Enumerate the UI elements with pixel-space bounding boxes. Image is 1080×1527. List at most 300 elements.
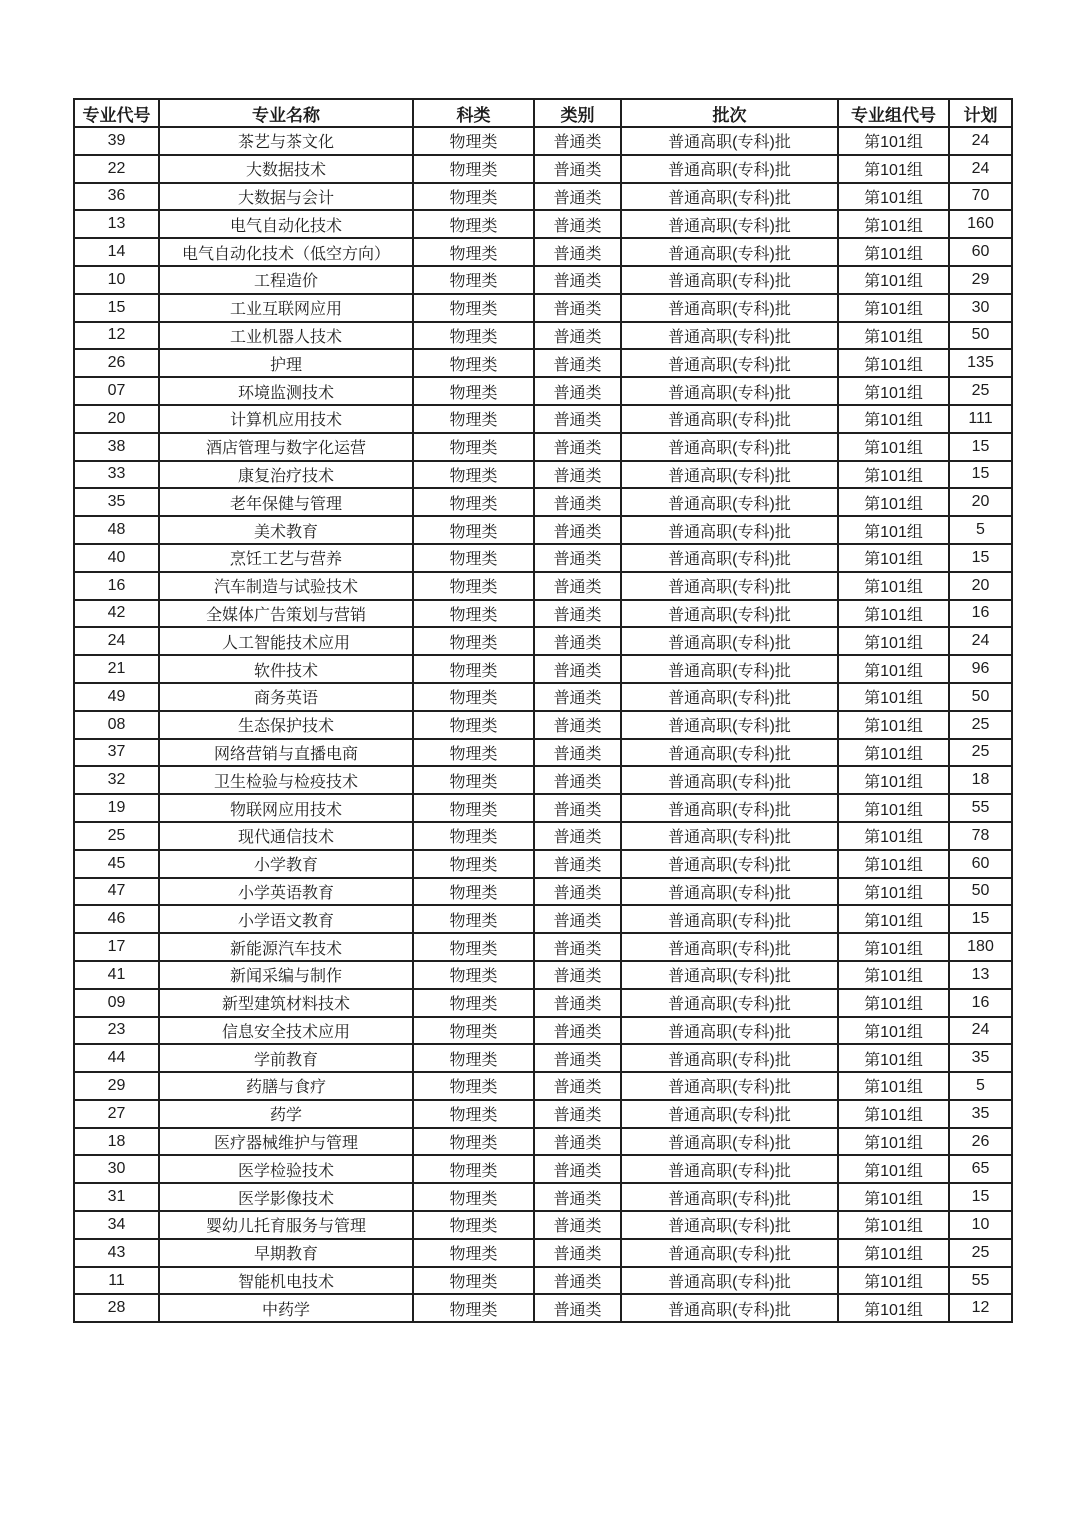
major-code-cell: 42 xyxy=(74,600,159,628)
subject-cell: 物理类 xyxy=(413,377,534,405)
group-code-cell: 第101组 xyxy=(838,322,949,350)
category-cell: 普通类 xyxy=(534,961,621,989)
batch-cell: 普通高职(专科)批 xyxy=(621,1100,838,1128)
batch-cell: 普通高职(专科)批 xyxy=(621,878,838,906)
subject-cell: 物理类 xyxy=(413,1211,534,1239)
major-code-cell: 12 xyxy=(74,322,159,350)
category-cell: 普通类 xyxy=(534,377,621,405)
table-row xyxy=(74,405,1012,433)
major-code-cell: 27 xyxy=(74,1100,159,1128)
major-name-cell: 新型建筑材料技术 xyxy=(159,989,413,1017)
batch-cell: 普通高职(专科)批 xyxy=(621,961,838,989)
column-header-plan: 计划 xyxy=(949,99,1012,127)
subject-cell: 物理类 xyxy=(413,711,534,739)
category-cell: 普通类 xyxy=(534,572,621,600)
major-code-cell: 41 xyxy=(74,961,159,989)
batch-cell: 普通高职(专科)批 xyxy=(621,127,838,155)
plan-cell: 135 xyxy=(949,349,1012,377)
category-cell: 普通类 xyxy=(534,1211,621,1239)
major-code-cell: 18 xyxy=(74,1128,159,1156)
subject-cell: 物理类 xyxy=(413,183,534,211)
major-code-cell: 07 xyxy=(74,377,159,405)
major-code-cell: 31 xyxy=(74,1183,159,1211)
major-name-cell: 汽车制造与试验技术 xyxy=(159,572,413,600)
plan-cell: 35 xyxy=(949,1100,1012,1128)
batch-cell: 普通高职(专科)批 xyxy=(621,711,838,739)
table-row xyxy=(74,1267,1012,1295)
subject-cell: 物理类 xyxy=(413,127,534,155)
major-code-cell: 38 xyxy=(74,433,159,461)
plan-cell: 50 xyxy=(949,878,1012,906)
table-row xyxy=(74,349,1012,377)
batch-cell: 普通高职(专科)批 xyxy=(621,155,838,183)
plan-cell: 180 xyxy=(949,933,1012,961)
table-row xyxy=(74,1183,1012,1211)
major-name-cell: 全媒体广告策划与营销 xyxy=(159,600,413,628)
plan-cell: 24 xyxy=(949,127,1012,155)
major-code-cell: 49 xyxy=(74,683,159,711)
major-code-cell: 47 xyxy=(74,878,159,906)
category-cell: 普通类 xyxy=(534,210,621,238)
major-name-cell: 小学英语教育 xyxy=(159,878,413,906)
plan-cell: 111 xyxy=(949,405,1012,433)
group-code-cell: 第101组 xyxy=(838,1239,949,1267)
column-header-major-name: 专业名称 xyxy=(159,99,413,127)
major-name-cell: 商务英语 xyxy=(159,683,413,711)
plan-cell: 60 xyxy=(949,238,1012,266)
major-name-cell: 软件技术 xyxy=(159,655,413,683)
category-cell: 普通类 xyxy=(534,655,621,683)
major-code-cell: 22 xyxy=(74,155,159,183)
table-row xyxy=(74,1239,1012,1267)
group-code-cell: 第101组 xyxy=(838,1072,949,1100)
plan-cell: 35 xyxy=(949,1044,1012,1072)
major-name-cell: 医学影像技术 xyxy=(159,1183,413,1211)
major-code-cell: 09 xyxy=(74,989,159,1017)
plan-cell: 15 xyxy=(949,433,1012,461)
batch-cell: 普通高职(专科)批 xyxy=(621,1294,838,1322)
group-code-cell: 第101组 xyxy=(838,1183,949,1211)
table-row xyxy=(74,433,1012,461)
table-row xyxy=(74,238,1012,266)
major-name-cell: 工业机器人技术 xyxy=(159,322,413,350)
major-code-cell: 45 xyxy=(74,850,159,878)
table-row xyxy=(74,711,1012,739)
subject-cell: 物理类 xyxy=(413,1183,534,1211)
batch-cell: 普通高职(专科)批 xyxy=(621,1239,838,1267)
category-cell: 普通类 xyxy=(534,238,621,266)
group-code-cell: 第101组 xyxy=(838,461,949,489)
category-cell: 普通类 xyxy=(534,905,621,933)
major-code-cell: 13 xyxy=(74,210,159,238)
table-row xyxy=(74,516,1012,544)
batch-cell: 普通高职(专科)批 xyxy=(621,905,838,933)
major-name-cell: 婴幼儿托育服务与管理 xyxy=(159,1211,413,1239)
category-cell: 普通类 xyxy=(534,850,621,878)
table-row xyxy=(74,488,1012,516)
group-code-cell: 第101组 xyxy=(838,405,949,433)
category-cell: 普通类 xyxy=(534,683,621,711)
plan-cell: 5 xyxy=(949,1072,1012,1100)
subject-cell: 物理类 xyxy=(413,488,534,516)
group-code-cell: 第101组 xyxy=(838,1044,949,1072)
plan-cell: 30 xyxy=(949,294,1012,322)
major-name-cell: 新闻采编与制作 xyxy=(159,961,413,989)
subject-cell: 物理类 xyxy=(413,572,534,600)
plan-cell: 15 xyxy=(949,544,1012,572)
subject-cell: 物理类 xyxy=(413,1267,534,1295)
category-cell: 普通类 xyxy=(534,1100,621,1128)
header-row xyxy=(74,99,1012,127)
group-code-cell: 第101组 xyxy=(838,739,949,767)
major-name-cell: 计算机应用技术 xyxy=(159,405,413,433)
batch-cell: 普通高职(专科)批 xyxy=(621,266,838,294)
plan-cell: 16 xyxy=(949,989,1012,1017)
plan-cell: 50 xyxy=(949,322,1012,350)
plan-cell: 26 xyxy=(949,1128,1012,1156)
subject-cell: 物理类 xyxy=(413,1044,534,1072)
major-code-cell: 08 xyxy=(74,711,159,739)
batch-cell: 普通高职(专科)批 xyxy=(621,822,838,850)
group-code-cell: 第101组 xyxy=(838,683,949,711)
major-code-cell: 20 xyxy=(74,405,159,433)
category-cell: 普通类 xyxy=(534,989,621,1017)
category-cell: 普通类 xyxy=(534,794,621,822)
category-cell: 普通类 xyxy=(534,183,621,211)
category-cell: 普通类 xyxy=(534,878,621,906)
table-row xyxy=(74,544,1012,572)
major-code-cell: 21 xyxy=(74,655,159,683)
group-code-cell: 第101组 xyxy=(838,989,949,1017)
group-code-cell: 第101组 xyxy=(838,794,949,822)
group-code-cell: 第101组 xyxy=(838,1128,949,1156)
group-code-cell: 第101组 xyxy=(838,878,949,906)
category-cell: 普通类 xyxy=(534,1017,621,1045)
group-code-cell: 第101组 xyxy=(838,127,949,155)
group-code-cell: 第101组 xyxy=(838,905,949,933)
category-cell: 普通类 xyxy=(534,544,621,572)
category-cell: 普通类 xyxy=(534,1044,621,1072)
major-name-cell: 大数据技术 xyxy=(159,155,413,183)
batch-cell: 普通高职(专科)批 xyxy=(621,488,838,516)
subject-cell: 物理类 xyxy=(413,1072,534,1100)
major-code-cell: 48 xyxy=(74,516,159,544)
plan-cell: 70 xyxy=(949,183,1012,211)
batch-cell: 普通高职(专科)批 xyxy=(621,655,838,683)
subject-cell: 物理类 xyxy=(413,349,534,377)
subject-cell: 物理类 xyxy=(413,933,534,961)
major-name-cell: 物联网应用技术 xyxy=(159,794,413,822)
table-row xyxy=(74,461,1012,489)
batch-cell: 普通高职(专科)批 xyxy=(621,433,838,461)
table-row xyxy=(74,294,1012,322)
major-code-cell: 11 xyxy=(74,1267,159,1295)
plan-cell: 55 xyxy=(949,794,1012,822)
subject-cell: 物理类 xyxy=(413,739,534,767)
subject-cell: 物理类 xyxy=(413,1128,534,1156)
group-code-cell: 第101组 xyxy=(838,294,949,322)
table-row xyxy=(74,322,1012,350)
group-code-cell: 第101组 xyxy=(838,183,949,211)
column-header-group-code: 专业组代号 xyxy=(838,99,949,127)
batch-cell: 普通高职(专科)批 xyxy=(621,294,838,322)
major-code-cell: 32 xyxy=(74,766,159,794)
table-row xyxy=(74,905,1012,933)
category-cell: 普通类 xyxy=(534,1072,621,1100)
group-code-cell: 第101组 xyxy=(838,572,949,600)
batch-cell: 普通高职(专科)批 xyxy=(621,766,838,794)
plan-cell: 24 xyxy=(949,627,1012,655)
plan-cell: 25 xyxy=(949,739,1012,767)
batch-cell: 普通高职(专科)批 xyxy=(621,1267,838,1295)
subject-cell: 物理类 xyxy=(413,600,534,628)
group-code-cell: 第101组 xyxy=(838,377,949,405)
plan-cell: 20 xyxy=(949,572,1012,600)
major-code-cell: 43 xyxy=(74,1239,159,1267)
category-cell: 普通类 xyxy=(534,488,621,516)
group-code-cell: 第101组 xyxy=(838,933,949,961)
group-code-cell: 第101组 xyxy=(838,516,949,544)
major-code-cell: 14 xyxy=(74,238,159,266)
group-code-cell: 第101组 xyxy=(838,655,949,683)
category-cell: 普通类 xyxy=(534,766,621,794)
batch-cell: 普通高职(专科)批 xyxy=(621,1017,838,1045)
table-header xyxy=(74,99,1012,127)
major-code-cell: 33 xyxy=(74,461,159,489)
category-cell: 普通类 xyxy=(534,405,621,433)
major-name-cell: 工业互联网应用 xyxy=(159,294,413,322)
batch-cell: 普通高职(专科)批 xyxy=(621,627,838,655)
subject-cell: 物理类 xyxy=(413,1294,534,1322)
subject-cell: 物理类 xyxy=(413,1239,534,1267)
major-code-cell: 17 xyxy=(74,933,159,961)
category-cell: 普通类 xyxy=(534,127,621,155)
group-code-cell: 第101组 xyxy=(838,210,949,238)
major-name-cell: 药膳与食疗 xyxy=(159,1072,413,1100)
batch-cell: 普通高职(专科)批 xyxy=(621,600,838,628)
subject-cell: 物理类 xyxy=(413,544,534,572)
major-code-cell: 34 xyxy=(74,1211,159,1239)
table-row xyxy=(74,933,1012,961)
table-row xyxy=(74,572,1012,600)
major-name-cell: 护理 xyxy=(159,349,413,377)
batch-cell: 普通高职(专科)批 xyxy=(621,1211,838,1239)
plan-cell: 29 xyxy=(949,266,1012,294)
major-code-cell: 29 xyxy=(74,1072,159,1100)
major-code-cell: 37 xyxy=(74,739,159,767)
table-row xyxy=(74,1294,1012,1322)
table-row xyxy=(74,155,1012,183)
subject-cell: 物理类 xyxy=(413,1155,534,1183)
batch-cell: 普通高职(专科)批 xyxy=(621,183,838,211)
table-row xyxy=(74,822,1012,850)
plan-cell: 16 xyxy=(949,600,1012,628)
group-code-cell: 第101组 xyxy=(838,544,949,572)
category-cell: 普通类 xyxy=(534,1239,621,1267)
major-name-cell: 学前教育 xyxy=(159,1044,413,1072)
group-code-cell: 第101组 xyxy=(838,822,949,850)
batch-cell: 普通高职(专科)批 xyxy=(621,516,838,544)
major-name-cell: 烹饪工艺与营养 xyxy=(159,544,413,572)
major-name-cell: 早期教育 xyxy=(159,1239,413,1267)
subject-cell: 物理类 xyxy=(413,822,534,850)
plan-cell: 96 xyxy=(949,655,1012,683)
batch-cell: 普通高职(专科)批 xyxy=(621,461,838,489)
subject-cell: 物理类 xyxy=(413,1017,534,1045)
group-code-cell: 第101组 xyxy=(838,266,949,294)
table-row xyxy=(74,127,1012,155)
plan-cell: 25 xyxy=(949,1239,1012,1267)
subject-cell: 物理类 xyxy=(413,433,534,461)
category-cell: 普通类 xyxy=(534,822,621,850)
subject-cell: 物理类 xyxy=(413,405,534,433)
subject-cell: 物理类 xyxy=(413,794,534,822)
plan-cell: 78 xyxy=(949,822,1012,850)
batch-cell: 普通高职(专科)批 xyxy=(621,1044,838,1072)
column-header-major-code: 专业代号 xyxy=(74,99,159,127)
major-code-cell: 26 xyxy=(74,349,159,377)
plan-cell: 24 xyxy=(949,155,1012,183)
major-name-cell: 酒店管理与数字化运营 xyxy=(159,433,413,461)
table-row xyxy=(74,878,1012,906)
batch-cell: 普通高职(专科)批 xyxy=(621,238,838,266)
table-row xyxy=(74,1155,1012,1183)
table-row xyxy=(74,1128,1012,1156)
batch-cell: 普通高职(专科)批 xyxy=(621,322,838,350)
table-row xyxy=(74,655,1012,683)
subject-cell: 物理类 xyxy=(413,850,534,878)
category-cell: 普通类 xyxy=(534,1294,621,1322)
group-code-cell: 第101组 xyxy=(838,1294,949,1322)
major-name-cell: 卫生检验与检疫技术 xyxy=(159,766,413,794)
table-row xyxy=(74,1211,1012,1239)
subject-cell: 物理类 xyxy=(413,516,534,544)
table-row xyxy=(74,739,1012,767)
subject-cell: 物理类 xyxy=(413,766,534,794)
group-code-cell: 第101组 xyxy=(838,1100,949,1128)
table-row xyxy=(74,210,1012,238)
major-name-cell: 药学 xyxy=(159,1100,413,1128)
group-code-cell: 第101组 xyxy=(838,766,949,794)
major-code-cell: 40 xyxy=(74,544,159,572)
major-code-cell: 10 xyxy=(74,266,159,294)
group-code-cell: 第101组 xyxy=(838,238,949,266)
table-row xyxy=(74,266,1012,294)
table-row xyxy=(74,961,1012,989)
plan-cell: 55 xyxy=(949,1267,1012,1295)
plan-cell: 60 xyxy=(949,850,1012,878)
plan-cell: 160 xyxy=(949,210,1012,238)
category-cell: 普通类 xyxy=(534,1183,621,1211)
subject-cell: 物理类 xyxy=(413,655,534,683)
plan-cell: 18 xyxy=(949,766,1012,794)
table-row xyxy=(74,1017,1012,1045)
major-name-cell: 小学语文教育 xyxy=(159,905,413,933)
subject-cell: 物理类 xyxy=(413,461,534,489)
major-name-cell: 现代通信技术 xyxy=(159,822,413,850)
category-cell: 普通类 xyxy=(534,1155,621,1183)
subject-cell: 物理类 xyxy=(413,1100,534,1128)
subject-cell: 物理类 xyxy=(413,294,534,322)
group-code-cell: 第101组 xyxy=(838,1211,949,1239)
plan-cell: 12 xyxy=(949,1294,1012,1322)
plan-cell: 24 xyxy=(949,1017,1012,1045)
table-body xyxy=(74,127,1012,1322)
major-name-cell: 电气自动化技术（低空方向） xyxy=(159,238,413,266)
batch-cell: 普通高职(专科)批 xyxy=(621,1155,838,1183)
group-code-cell: 第101组 xyxy=(838,488,949,516)
column-header-subject: 科类 xyxy=(413,99,534,127)
table-row xyxy=(74,794,1012,822)
major-code-cell: 30 xyxy=(74,1155,159,1183)
plan-cell: 10 xyxy=(949,1211,1012,1239)
major-code-cell: 46 xyxy=(74,905,159,933)
category-cell: 普通类 xyxy=(534,739,621,767)
table-row xyxy=(74,1044,1012,1072)
category-cell: 普通类 xyxy=(534,933,621,961)
plan-cell: 50 xyxy=(949,683,1012,711)
subject-cell: 物理类 xyxy=(413,878,534,906)
batch-cell: 普通高职(专科)批 xyxy=(621,210,838,238)
major-name-cell: 老年保健与管理 xyxy=(159,488,413,516)
table-row xyxy=(74,989,1012,1017)
major-name-cell: 小学教育 xyxy=(159,850,413,878)
category-cell: 普通类 xyxy=(534,1128,621,1156)
batch-cell: 普通高职(专科)批 xyxy=(621,349,838,377)
major-code-cell: 23 xyxy=(74,1017,159,1045)
category-cell: 普通类 xyxy=(534,266,621,294)
table-row xyxy=(74,683,1012,711)
batch-cell: 普通高职(专科)批 xyxy=(621,989,838,1017)
major-name-cell: 大数据与会计 xyxy=(159,183,413,211)
major-code-cell: 25 xyxy=(74,822,159,850)
table-row xyxy=(74,377,1012,405)
group-code-cell: 第101组 xyxy=(838,1267,949,1295)
major-code-cell: 24 xyxy=(74,627,159,655)
batch-cell: 普通高职(专科)批 xyxy=(621,739,838,767)
group-code-cell: 第101组 xyxy=(838,1155,949,1183)
subject-cell: 物理类 xyxy=(413,322,534,350)
subject-cell: 物理类 xyxy=(413,627,534,655)
column-header-category: 类别 xyxy=(534,99,621,127)
category-cell: 普通类 xyxy=(534,600,621,628)
major-name-cell: 医学检验技术 xyxy=(159,1155,413,1183)
major-code-cell: 28 xyxy=(74,1294,159,1322)
subject-cell: 物理类 xyxy=(413,961,534,989)
major-name-cell: 美术教育 xyxy=(159,516,413,544)
major-name-cell: 电气自动化技术 xyxy=(159,210,413,238)
category-cell: 普通类 xyxy=(534,433,621,461)
column-header-batch: 批次 xyxy=(621,99,838,127)
major-name-cell: 智能机电技术 xyxy=(159,1267,413,1295)
table-row xyxy=(74,850,1012,878)
category-cell: 普通类 xyxy=(534,155,621,183)
major-name-cell: 环境监测技术 xyxy=(159,377,413,405)
plan-cell: 65 xyxy=(949,1155,1012,1183)
group-code-cell: 第101组 xyxy=(838,850,949,878)
major-name-cell: 信息安全技术应用 xyxy=(159,1017,413,1045)
category-cell: 普通类 xyxy=(534,627,621,655)
plan-cell: 20 xyxy=(949,488,1012,516)
subject-cell: 物理类 xyxy=(413,683,534,711)
category-cell: 普通类 xyxy=(534,349,621,377)
major-name-cell: 生态保护技术 xyxy=(159,711,413,739)
major-code-cell: 44 xyxy=(74,1044,159,1072)
subject-cell: 物理类 xyxy=(413,238,534,266)
batch-cell: 普通高职(专科)批 xyxy=(621,1072,838,1100)
group-code-cell: 第101组 xyxy=(838,627,949,655)
group-code-cell: 第101组 xyxy=(838,711,949,739)
